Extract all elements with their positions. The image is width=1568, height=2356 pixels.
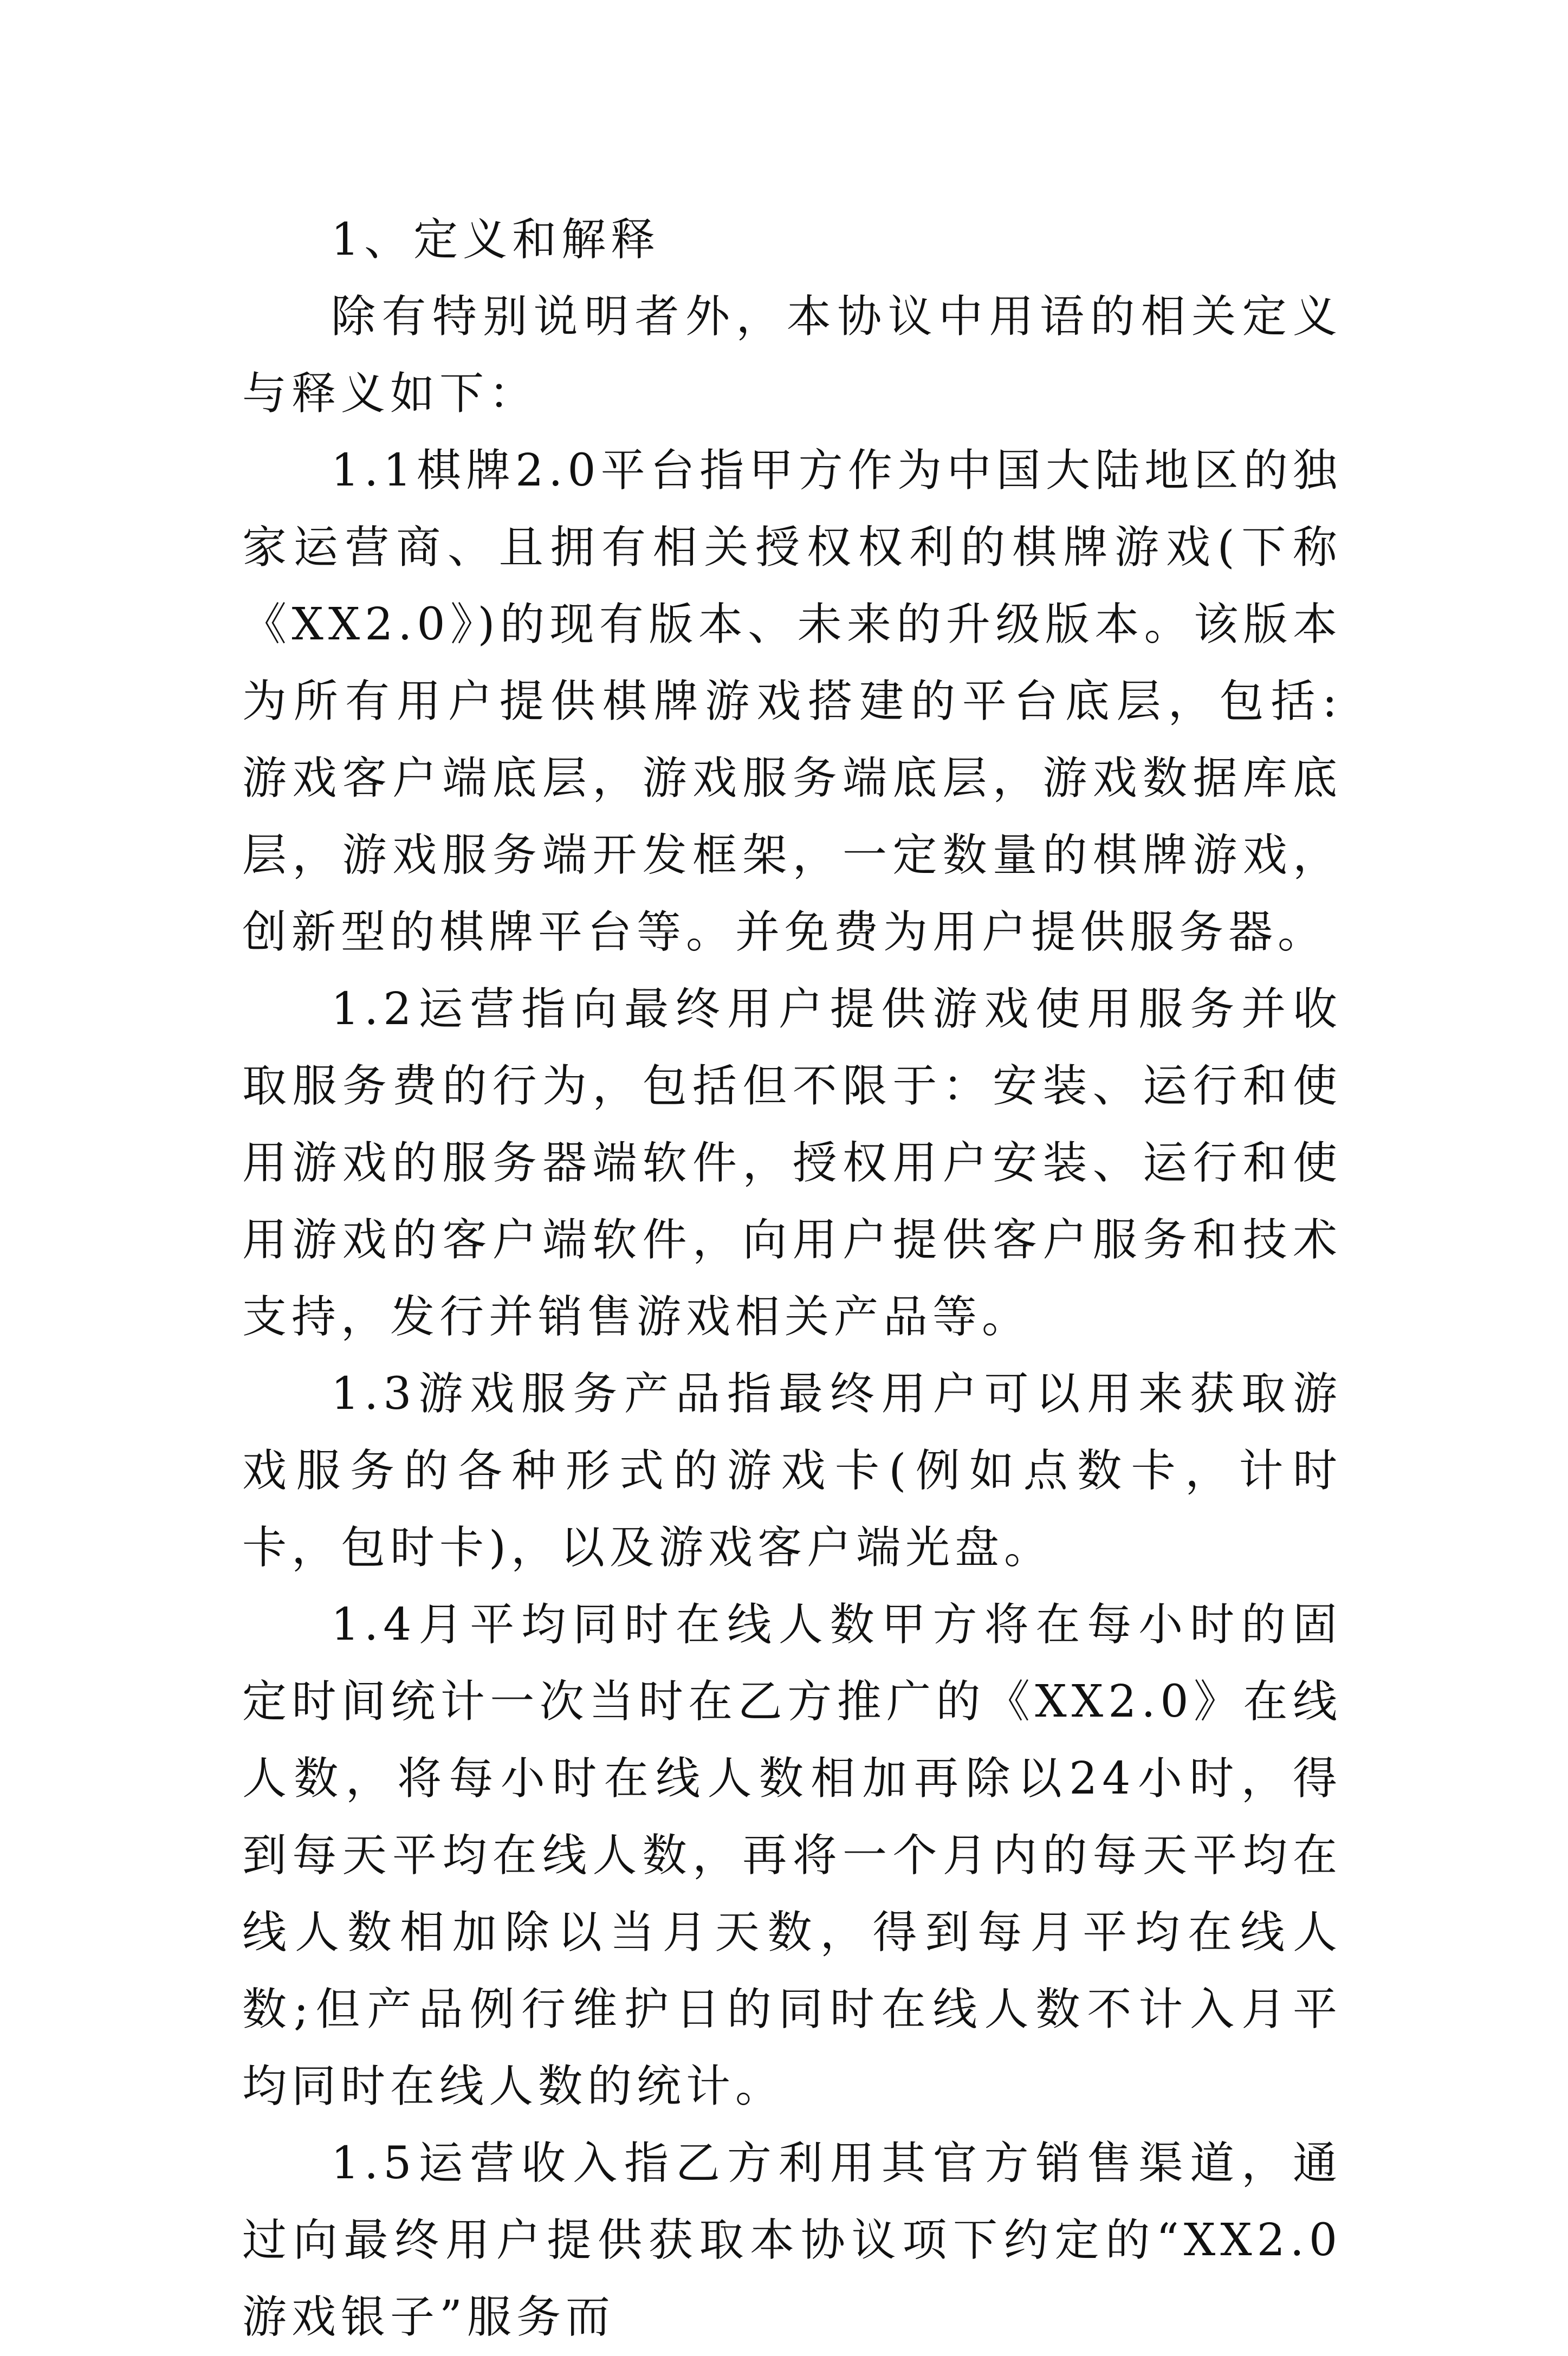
paragraph-1-2: 1.2运营指向最终用户提供游戏使用服务并收取服务费的行为，包括但不限于：安装、运行和使用游戏的服务器端软件，授权用户安装、运行和使用游戏的客户端软件，向用户提供客户服务和技术支持，发行并销售游戏相关产品等。: [242, 983, 1342, 1343]
paragraph-1-5: 1.5运营收入指乙方利用其官方销售渠道，通过向最终用户提供获取本协议项下约定的“XX2.0游戏银子”服务而: [242, 2138, 1342, 2343]
paragraph-1-1: 1.1棋牌2.0平台指甲方作为中国大陆地区的独家运营商、且拥有相关授权权利的棋牌游戏(下称《XX2.0》)的现有版本、未来的升级版本。该版本为所有用户提供棋牌游戏搭建的平台底层，包括:游戏客户端底层，游戏服务端底层，游戏数据库底层，游戏服务端开发框架，一定数量的棋牌游戏，创新型的棋牌平台等。并免费为用户提供服务器。: [242, 445, 1342, 958]
paragraph-1-4: 1.4月平均同时在线人数甲方将在每小时的固定时间统计一次当时在乙方推广的《XX2.0》在线人数，将每小时在线人数相加再除以24小时，得到每天平均在线人数，再将一个月内的每天平均在线人数相加除以当月天数，得到每月平均在线人数;但产品例行维护日的同时在线人数不计入月平均同时在线人数的统计。: [242, 1599, 1342, 2112]
document-body: [242, 202, 1342, 2356]
section-heading: 1、定义和解释: [331, 214, 660, 266]
paragraph-1-3: 1.3游戏服务产品指最终用户可以用来获取游戏服务的各种形式的游戏卡(例如点数卡，计时卡，包时卡)，以及游戏客户端光盘。: [242, 1368, 1342, 1574]
paragraph-intro: 除有特别说明者外，本协议中用语的相关定义与释义如下：: [242, 291, 1342, 419]
